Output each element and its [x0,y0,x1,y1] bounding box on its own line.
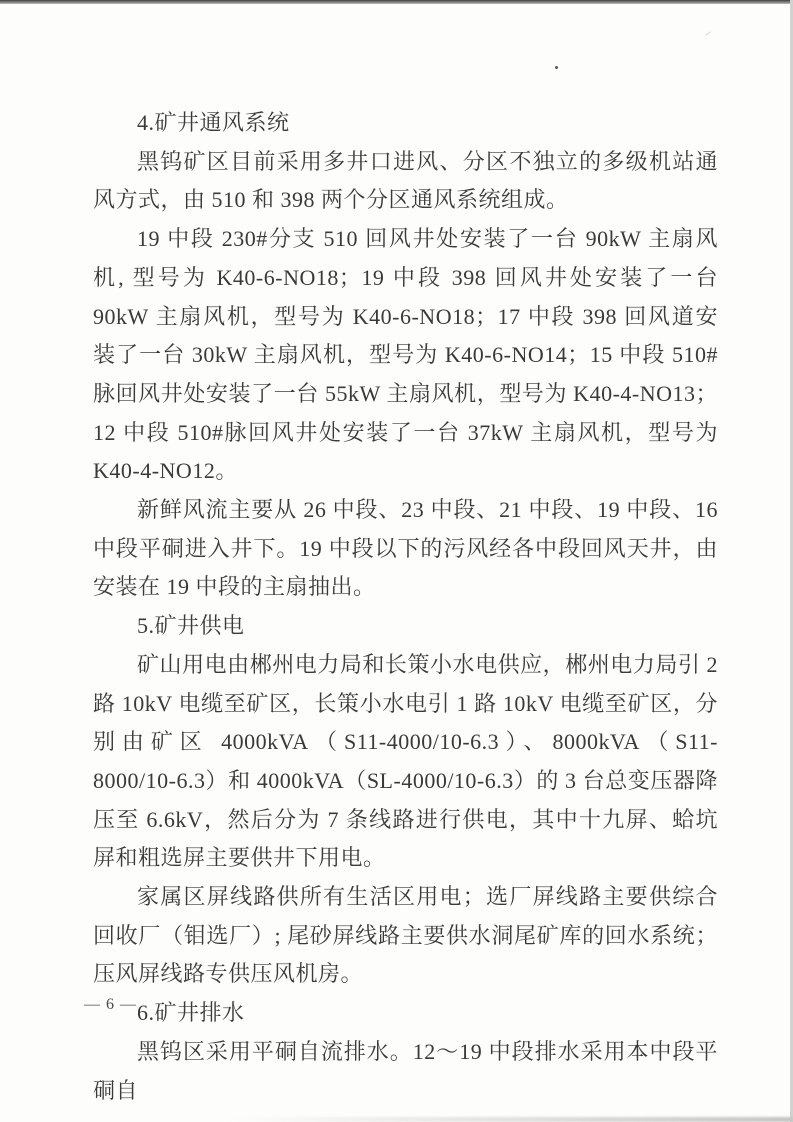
paragraph-power-lines: 家属区屏线路供所有生活区用电；选厂屏线路主要供综合回收厂（钼选厂）; 尾砂屏线路主要供水洞尾矿库的回水系统；压风屏线路专供压风机房。 [93,884,718,987]
section-heading-drainage: 6.矿井排水 [137,1000,245,1026]
paragraph-ventilation-overview: 黑钨矿区目前采用多井口进风、分区不独立的多级机站通风方式，由 510 和 398 两个分区通风系统组成。 [93,148,718,213]
scan-top-edge-artifact [0,0,793,4]
scan-bottom-shadow-artifact [230,1117,793,1122]
page-content [93,104,718,1110]
paragraph-drainage: 黑钨区采用平硐自流排水。12～19 中段排水采用本中段平硐自 [93,1038,718,1103]
section-heading-ventilation: 4.矿井通风系统 [137,110,290,135]
page-number: — 6 — [84,996,137,1013]
scan-tick-artifact [705,31,710,35]
paragraph-ventilation-airflow: 新鲜风流主要从 26 中段、23 中段、21 中段、19 中段、16 中段平硐进入井下。19 中段以下的污风经各中段回风天井，由安装在 19 中段的主扇抽出。 [93,497,718,600]
section-heading-power-supply: 5.矿井供电 [137,613,245,639]
paragraph-ventilation-fans: 19 中段 230#分支 510 回风井处安装了一台 90kW 主扇风机, 型号为 K40-6-NO18；19 中段 398 回风井处安装了一台 90kW 主扇风机，型号为 K40-6-NO18；17 中段 398 回风道安装了一台 30kW 主扇风机，型号为 K40-6-NO14；15 中段 510#脉回风井处安装了一台 55kW 主扇风机，型号为 K40-4-NO13；12 中段 510#脉回风井处安装了一台 37kW 主扇风机，型号为 K40-4-NO12。 [93,226,718,484]
scan-speck-artifact [555,66,558,69]
paragraph-power-sources: 矿山用电由郴州电力局和长策小水电供应，郴州电力局引 2 路 10kV 电缆至矿区，长策小水电引 1 路 10kV 电缆至矿区，分别由矿区 4000kVA（S11-4000/10-6.3）、8000kVA（S11-8000/10-6.3）和 4000kVA（SL-4000/10-6.3）的 3 台总变压器降压至 6.6kV，然后分为 7 条线路进行供电，其中十九屏、蛤坑屏和粗选屏主要供井下用电。 [93,651,718,871]
